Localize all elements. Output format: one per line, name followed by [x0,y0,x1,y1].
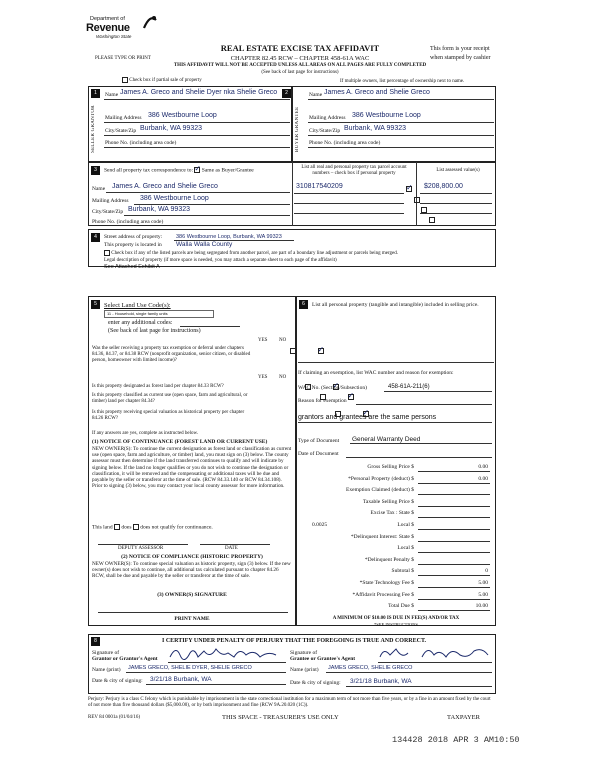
parcel-header-1: List all real and personal property tax parcel account [301,165,407,170]
sig-grantor-label-1: Signature of [92,650,120,656]
section-8-number: 8 [91,637,100,646]
s2-city[interactable]: Burbank, WA 99323 [344,125,407,132]
same-as-buyer-label: Same as Buyer/Grantee [201,167,254,174]
doc-date-label: Date of Document [298,451,339,457]
receipt-line1: This form is your receipt [430,46,490,52]
q1: Was the seller receiving a property tax exemption or deferral under chapters 84.36, 84.37, or 84.38 RCW (nonprofit organization, senior citizen, or disabled person, homeowner with limited income)? [92,346,251,363]
s5-see-back: (See back of last page for instructions) [108,328,201,334]
yes-header-1: YES [258,338,268,343]
s3-send-label: Send all property tax correspondence to: ✓ Same as Buyer/Grantee [104,167,254,174]
fee-row [298,498,494,508]
notice2-title: (2) NOTICE OF COMPLIANCE (HISTORIC PROPERTY) [121,554,263,560]
fee-row [298,475,494,485]
owners-signature-label: (3) OWNER(S) SIGNATURE [157,592,227,598]
section-1-number: 1 [91,89,100,98]
fee-row-value[interactable]: 0 [485,568,488,575]
grantee-date-label: Date & city of signing: [290,680,341,686]
located-county[interactable]: Walla Walla County [176,241,233,248]
street-label: Street address of property: [104,234,163,240]
reason-label: Reason for exemption [298,398,347,404]
fee-row-value[interactable]: 5.00 [478,580,488,586]
section-2-number: 2 [282,89,291,98]
does-checkbox[interactable] [114,524,120,530]
sig-grantee-label-2: Grantee or Grantee's Agent [290,656,356,662]
parcel-number[interactable]: 310817540209 [296,183,343,190]
section-2 [292,86,496,162]
fee-row [298,556,494,566]
receipt-line2: when stamped by cashier [430,55,491,61]
fee-row [298,579,494,589]
grantor-signature[interactable] [168,645,283,661]
exemption-claim-label: If claiming an exemption, list WAC number and reason for exemption: [298,370,454,376]
s3-name-label: Name [92,186,106,192]
does-not-checkbox[interactable] [133,524,139,530]
segregated [104,250,398,257]
sig-grantee-label-1: Signature of [290,650,318,656]
land-use-label: Select Land Use Code(s): [104,302,171,309]
print-name-label: PRINT NAME [174,616,210,622]
grantee-print-name[interactable]: JAMES GRECO, SHELIE GRECO [328,665,413,671]
doc-type-label: Type of Document [298,438,340,444]
s1-name[interactable]: James A. Greco and Shelie Dyer nka Shelie Greco [120,89,278,96]
partial-sale-checkbox[interactable] [122,77,128,83]
s1-mailing[interactable]: 386 Westbourne Loop [148,112,217,119]
section-5-number: 5 [91,300,100,309]
fee-row [298,509,494,519]
grantor-name-label: Name (print) [92,667,121,673]
fee-row-label: Subtotal $ [391,568,414,575]
s3-city[interactable]: Burbank, WA 99323 [128,206,191,213]
revenue-logo [82,14,162,44]
fee-row [298,463,494,473]
q2: Is this property designated as forest land per chapter 84.33 RCW? [92,384,224,389]
fee-row-label: Local $ [397,545,414,552]
land-use-select[interactable] [104,310,214,318]
s1-city-label: City/State/Zip [105,128,137,134]
wac-number[interactable]: 458-61A-211(6) [388,384,430,390]
parcel-header-2: numbers – check box if personal property [312,171,396,176]
fee-row-label: Exemption Claimed (deduct) $ [346,487,414,494]
additional-codes-label: enter any additional codes: [108,320,173,326]
fee-row [298,591,494,601]
street-address[interactable]: 386 Westbourne Loop, Burbank, WA 99323 [176,234,282,240]
fee-row-label: *Personal Property (deduct) $ [348,475,414,482]
revenue-logo-icon [142,14,158,30]
fee-row-label: *State Technology Fee $ [359,580,414,586]
this-land: This land does does not qualify for continuance. [92,524,213,531]
fee-row-value[interactable]: 0.00 [478,475,488,482]
fee-row-label: Total Due $ [388,603,414,610]
form-revision: REV 84 0001a (01/04/16) [88,715,140,720]
deputy-assessor-label: DEPUTY ASSESSOR [118,546,164,551]
fee-row-rate: 0.0025 [312,522,328,528]
buyer-grantee-label: BUYER GRANTEE [295,106,300,152]
form-title: REAL ESTATE EXCISE TAX AFFIDAVIT [220,43,380,53]
legal-description[interactable]: See Attached Exhibit A [104,264,160,270]
exemption-reason[interactable]: grantors and grantees are the same persons [298,414,437,421]
doc-type[interactable]: General Warranty Deed [352,436,421,443]
grantor-date-label: Date & city of signing: [92,678,143,684]
s2-mailing[interactable]: 386 Westbourne Loop [352,112,421,119]
seller-grantor-label: SELLER GRANTOR [91,105,96,153]
s2-phone-label: Phone No. (including area code) [309,140,381,146]
sig-grantor-label-2: Grantor or Grantor's Agent [92,656,158,662]
section-4-number: 4 [91,233,100,242]
s3-mailing-label: Mailing Address [92,198,129,204]
located-label: This property is located in [104,242,162,248]
fee-row-label: *Affidavit Processing Fee $ [352,591,414,598]
section-6-number: 6 [299,300,308,309]
fee-row [298,544,494,554]
personal-property-label: List all personal property (tangible and intangible) included in selling price. [312,302,479,308]
fee-row-value[interactable]: 5.00 [478,591,488,598]
fee-row-label: Excise Tax : State $ [370,510,414,517]
s3-name[interactable]: James A. Greco and Shelie Greco [112,183,218,190]
parcel-personal-checkbox-1[interactable] [406,186,412,192]
fee-row [298,486,494,496]
section-1 [88,86,292,162]
certify-statement: I CERTIFY UNDER PENALTY OF PERJURY THAT THE FOREGOING IS TRUE AND CORRECT. [162,638,427,644]
fee-row-label: Gross Selling Price $ [367,464,414,470]
fee-row-label: *Delinquent Penalty $ [364,556,414,563]
minimum-note: A MINIMUM OF $10.00 IS DUE IN FEE(S) AND/OR TAX [332,616,460,621]
form-chapter: CHAPTER 82.45 RCW – CHAPTER 458-61A WAC [230,55,370,62]
fee-row-value[interactable]: 0.00 [478,464,488,470]
segregated-checkbox[interactable] [104,250,110,256]
s1-phone-label: Phone No. (including area code) [105,140,177,146]
fee-row-label: Local $ [397,522,414,528]
s2-name[interactable]: James A. Greco and Shelie Greco [324,89,430,96]
notice1-title: (1) NOTICE OF CONTINUANCE (FOREST LAND OR CURRENT USE) [92,439,268,445]
yes-header-2: YES [258,375,268,380]
assessed-header: List assessed value(s) [436,168,480,173]
fee-row [298,602,494,612]
land-use-value: 11 - Household, single family units [107,311,168,316]
legal-label: Legal description of property (if more space is needed, you may attach a separate sheet to each page of the affidavit) [104,258,337,263]
assessed-value[interactable]: $208,800.00 [424,183,463,190]
no-header-1: NO [279,338,287,343]
s2-city-label: City/State/Zip [309,128,341,134]
fee-row-value[interactable]: 10.00 [475,603,488,610]
header-see-back: (See back of last page for instructions) [261,70,339,75]
fee-row [298,567,494,577]
section-3-number: 3 [91,166,100,175]
fee-row [298,521,494,531]
s3-mailing[interactable]: 386 Westbourne Loop [140,195,209,202]
partial-sale [122,77,202,84]
q4: Is this property receiving special valuation as historical property per chapter 84.26 RCW? [92,410,245,421]
grantor-signature-scribble-icon [168,645,283,661]
grantee-signature[interactable] [378,645,492,661]
same-as-buyer-checkbox[interactable] [194,167,200,173]
fee-row-label: *Delinquent Interest: State $ [350,533,414,540]
date-label: DATE [225,546,238,551]
dept-line1: Department of [90,16,125,22]
see-instructions: *SEE INSTRUCTIONS [374,622,418,627]
s2-mailing-label: Mailing Address [309,115,346,121]
grantor-print-name[interactable]: JAMES GRECO, SHELIE DYER, SHELIE GRECO [128,665,252,671]
treasurer-space: THIS SPACE - TREASURER'S USE ONLY [222,714,339,721]
parcel-personal-checkbox-4[interactable] [429,217,435,223]
s2-name-label: Name [309,92,323,98]
grantor-date-city[interactable]: 3/21/18 Burbank, WA [150,676,212,683]
taxpayer-label: TAXPAYER [447,714,480,721]
form-notice: THIS AFFIDAVIT WILL NOT BE ACCEPTED UNLESS ALL AREAS ON ALL PAGES ARE FULLY COMPLETED [173,63,427,68]
s1-city[interactable]: Burbank, WA 99323 [140,125,203,132]
fee-row-label: Taxable Selling Price $ [362,498,414,505]
grantee-name-label: Name (print) [290,667,319,673]
s1-mailing-label: Mailing Address [105,115,142,121]
grantee-signature-scribble-icon [378,645,492,661]
perjury-notice: Perjury: Perjury is a class C felony which is punishable by imprisonment in the state correctional institution for a maximum term of not more than five years, or by a fine in an amount fixed by the court of not more than five thousand dollars ($5,000.00), or by both imprisonment and fine (RCW 9A.20.020 (1C)). [88,697,491,708]
segregated-label: Check box if any of the listed parcels are being segregated from another parcel, are part of a boundary line adjustment or parcels being merged. [111,251,398,257]
s3-city-label: City/State/Zip [92,209,124,215]
s3-phone-label: Phone No. (including area code) [92,219,164,225]
dept-line3: Washington State [96,34,132,39]
parcel-personal-checkbox-2[interactable] [414,197,420,203]
q3: Is this property classified as current use (open space, farm and agricultural, or timber) land per chapter 84.34? [92,393,248,404]
grantee-date-city[interactable]: 3/21/18 Burbank, WA [350,678,412,685]
wac-label: WAC No. (Section/Subsection) [298,385,367,391]
notice1-body: NEW OWNER(S): To continue the current designation as forest land or classification as current use (open space, farm and agriculture, or timber) land, you must sign on (3) below. The county assessor must then determine if the land transferred continues to qualify and will indicate by signing below. If the land no longer qualifies or you do not wish to continue the designation or classification, it will be removed and the compensating or additional taxes will be due and payable by the seller or transferor at the time of sale. (RCW 84.33.140 or RCW 84.34.108). Prior to signing (3) below, you may contact your local county assessor for more information. [92,446,292,490]
dept-line2: Revenue [86,22,130,34]
multiple-owners: If multiple owners, list percentage of ownership next to name. [340,79,465,84]
fee-row [298,533,494,543]
please-type: PLEASE TYPE OR PRINT [95,56,151,61]
s1-name-label: Name [105,92,119,98]
if-yes-note: If any answers are yes, complete as instructed below. [92,431,199,436]
partial-sale-label: Check box if partial sale of property [129,78,202,84]
treasurer-stamp: 134428 2018 APR 3 AM10:50 [392,735,520,745]
notice2-body: NEW OWNER(S): To continue special valuation as historic property, sign (3) below. If the new owner(s) does not wish to continue, all additional tax calculated pursuant to chapter 84.26 RCW, shall be due and payable by the seller or transferor at the time of sale. [92,561,291,580]
no-header-2: NO [279,375,287,380]
